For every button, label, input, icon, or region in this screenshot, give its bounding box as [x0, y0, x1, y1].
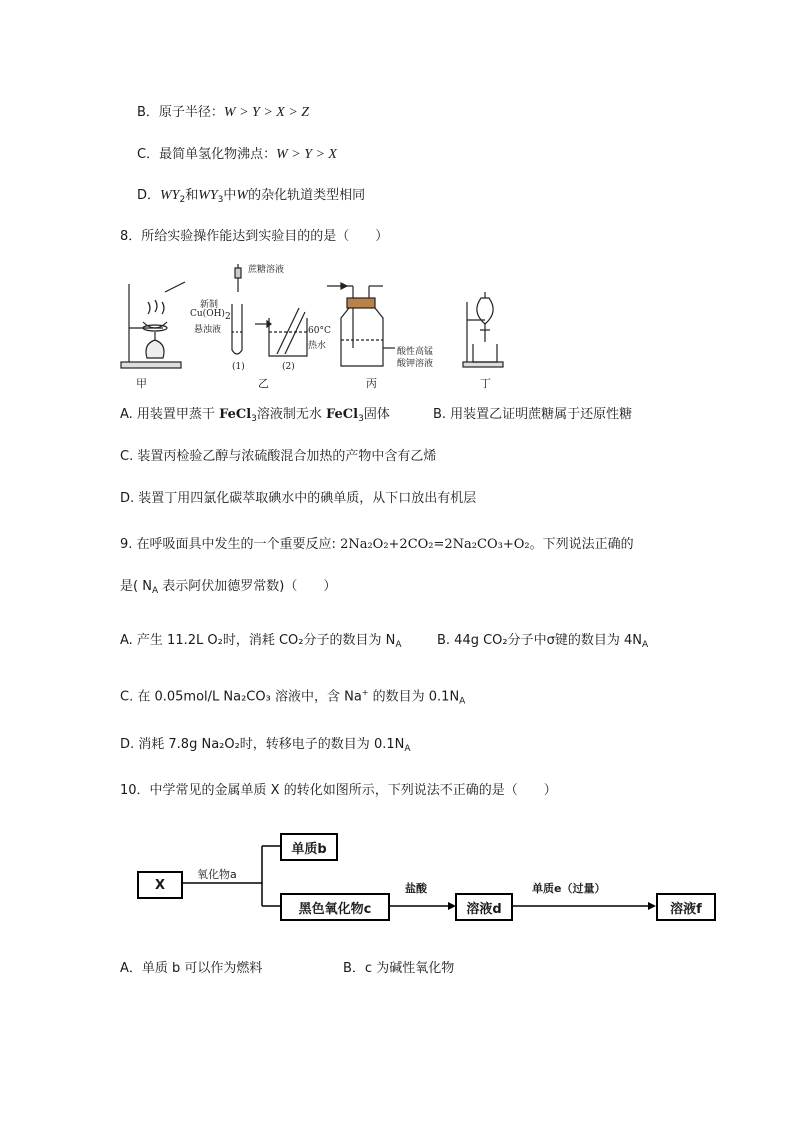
q7-option-c-expr: W > Y > X: [276, 147, 337, 162]
q9-option-c-sub: A: [459, 696, 466, 707]
fig-label-fresh: 新制: [200, 300, 219, 310]
q8-option-a: [120, 406, 390, 428]
node-simple-b: 单质b: [280, 833, 338, 861]
q9-stem-line1: [120, 536, 634, 554]
fig-label-yi: 乙: [258, 377, 269, 390]
q10-stem: 10．中学常见的金属单质 X 的转化如图所示，下列说法不正确的是（ ）: [120, 783, 557, 798]
q9-option-c-post: 的数目为 0.1N: [368, 689, 460, 705]
arrowhead-d-to-f: [648, 902, 656, 910]
q10-option-b: B．c 为碱性氧化物: [343, 961, 455, 976]
q9-option-b-sub: A: [642, 640, 649, 650]
q7-option-c-prefix: C．最简单氢化物沸点：: [137, 147, 277, 162]
node-solution-d: 溶液d: [455, 893, 513, 921]
q7-option-d-w: W: [236, 188, 249, 203]
q7-option-b-prefix: B．原子半径：: [137, 105, 224, 120]
q9-option-a-sub: A: [395, 640, 402, 650]
q8-option-a-formula2-sub: 3: [358, 414, 364, 424]
q7-option-d-wy3: WY: [198, 188, 218, 203]
q8-option-a-pre: A. 用装置甲蒸干: [120, 407, 220, 422]
q7-option-d-mid: 中: [223, 188, 237, 203]
q9-stem-pre: 9. 在呼吸面具中发生的一个重要反应:: [120, 537, 341, 552]
fig-label-bing: 丙: [366, 377, 377, 390]
fig-label-sugar: 蔗糖溶液: [248, 265, 285, 275]
q8-option-a-post: 固体: [363, 407, 390, 422]
apparatus-yi: [232, 264, 307, 356]
q9-option-c-pre: C. 在 0.05mol/L Na₂CO₃ 溶液中，含 Na: [120, 689, 362, 705]
q9-option-c: [120, 684, 465, 710]
q9-option-b: [437, 632, 648, 654]
fig-label-ding: 丁: [480, 377, 491, 390]
apparatus-jia: [121, 282, 185, 368]
fig-label-jia: 甲: [136, 377, 147, 390]
q8-stem: 8．所给实验操作能达到实验目的的是（ ）: [120, 229, 389, 244]
edge-label-simple-e: 单质e（过量）: [532, 882, 606, 895]
q7-option-d: [137, 187, 365, 209]
fig-label-kmno4-b: 酸钾溶液: [397, 359, 434, 369]
q10-option-a: A．单质 b 可以作为燃料: [120, 961, 263, 976]
fig-label-cuoh2: [190, 309, 231, 322]
q7-option-d-rest: 的杂化轨道类型相同: [248, 188, 366, 203]
q9-option-a: [120, 632, 402, 654]
fig-label-hot-water: 热水: [308, 341, 327, 351]
q8-option-a-formula1: FeCl: [219, 407, 252, 422]
q7-option-d-and: 和: [185, 188, 199, 203]
q9-option-a-text: A. 产生 11.2L O₂时，消耗 CO₂分子的数目为 N: [120, 633, 396, 648]
q7-option-b: [137, 104, 309, 122]
q7-option-b-expr: W > Y > X > Z: [223, 105, 310, 120]
node-black-oxide-c: 黑色氧化物c: [280, 893, 390, 921]
fig-label-temp: 60°C: [308, 326, 331, 336]
q8-option-c: C. 装置丙检验乙醇与浓硫酸混合加热的产物中含有乙烯: [120, 449, 437, 464]
q9-option-d-text: D. 消耗 7.8g Na₂O₂时，转移电子的数目为 0.1N: [120, 737, 405, 752]
q9-stem2-post: 表示阿伏加德罗常数)（ ）: [158, 579, 337, 594]
fig-label-suspension: 悬浊液: [194, 325, 222, 335]
apparatus-ding: [463, 292, 503, 367]
q7-option-d-lead: D．: [137, 188, 161, 203]
q9-stem-line2: [120, 578, 336, 600]
q9-stem2: 是( N: [120, 579, 152, 594]
fig-label-kmno4-a: 酸性高锰: [397, 347, 434, 357]
q7-option-d-wy2-sub: 2: [179, 195, 186, 205]
q7-option-d-wy3-sub: 3: [217, 195, 224, 205]
q8-option-a-formula1-sub: 3: [251, 414, 257, 424]
q7-option-d-wy2: WY: [160, 188, 180, 203]
q8-option-a-mid: 溶液制无水: [256, 407, 327, 422]
edge-label-hcl: 盐酸: [405, 882, 427, 895]
q9-equation: 2Na₂O₂+2CO₂=2Na₂CO₃+O₂: [340, 537, 530, 552]
node-x: X: [137, 871, 183, 899]
fig-label-step1: (1): [232, 362, 245, 372]
q9-stem2-sub: A: [151, 586, 159, 596]
q9-stem-post: 。下列说法正确的: [529, 537, 634, 552]
fig-label-step2: (2): [282, 362, 295, 372]
q8-option-a-formula2: FeCl: [326, 407, 359, 422]
q9-option-c-sup: +: [361, 688, 369, 697]
q9-option-d-sub: A: [404, 744, 411, 754]
q7-option-c: [137, 146, 337, 164]
q9-option-b-text: B. 44g CO₂分子中σ键的数目为 4N: [437, 633, 642, 648]
q9-option-d: [120, 736, 411, 758]
apparatus-bing: [327, 283, 395, 366]
q8-option-d: D. 装置丁用四氯化碳萃取碘水中的碘单质，从下口放出有机层: [120, 491, 477, 506]
q8-option-b: B. 用装置乙证明蔗糖属于还原性糖: [433, 407, 633, 422]
node-solution-f: 溶液f: [656, 893, 716, 921]
edge-label-oxide-a: 氧化物a: [197, 868, 237, 881]
fig-label-cuoh2-text: Cu(OH): [190, 309, 225, 319]
fig-label-cuoh2-sub: 2: [224, 312, 231, 322]
